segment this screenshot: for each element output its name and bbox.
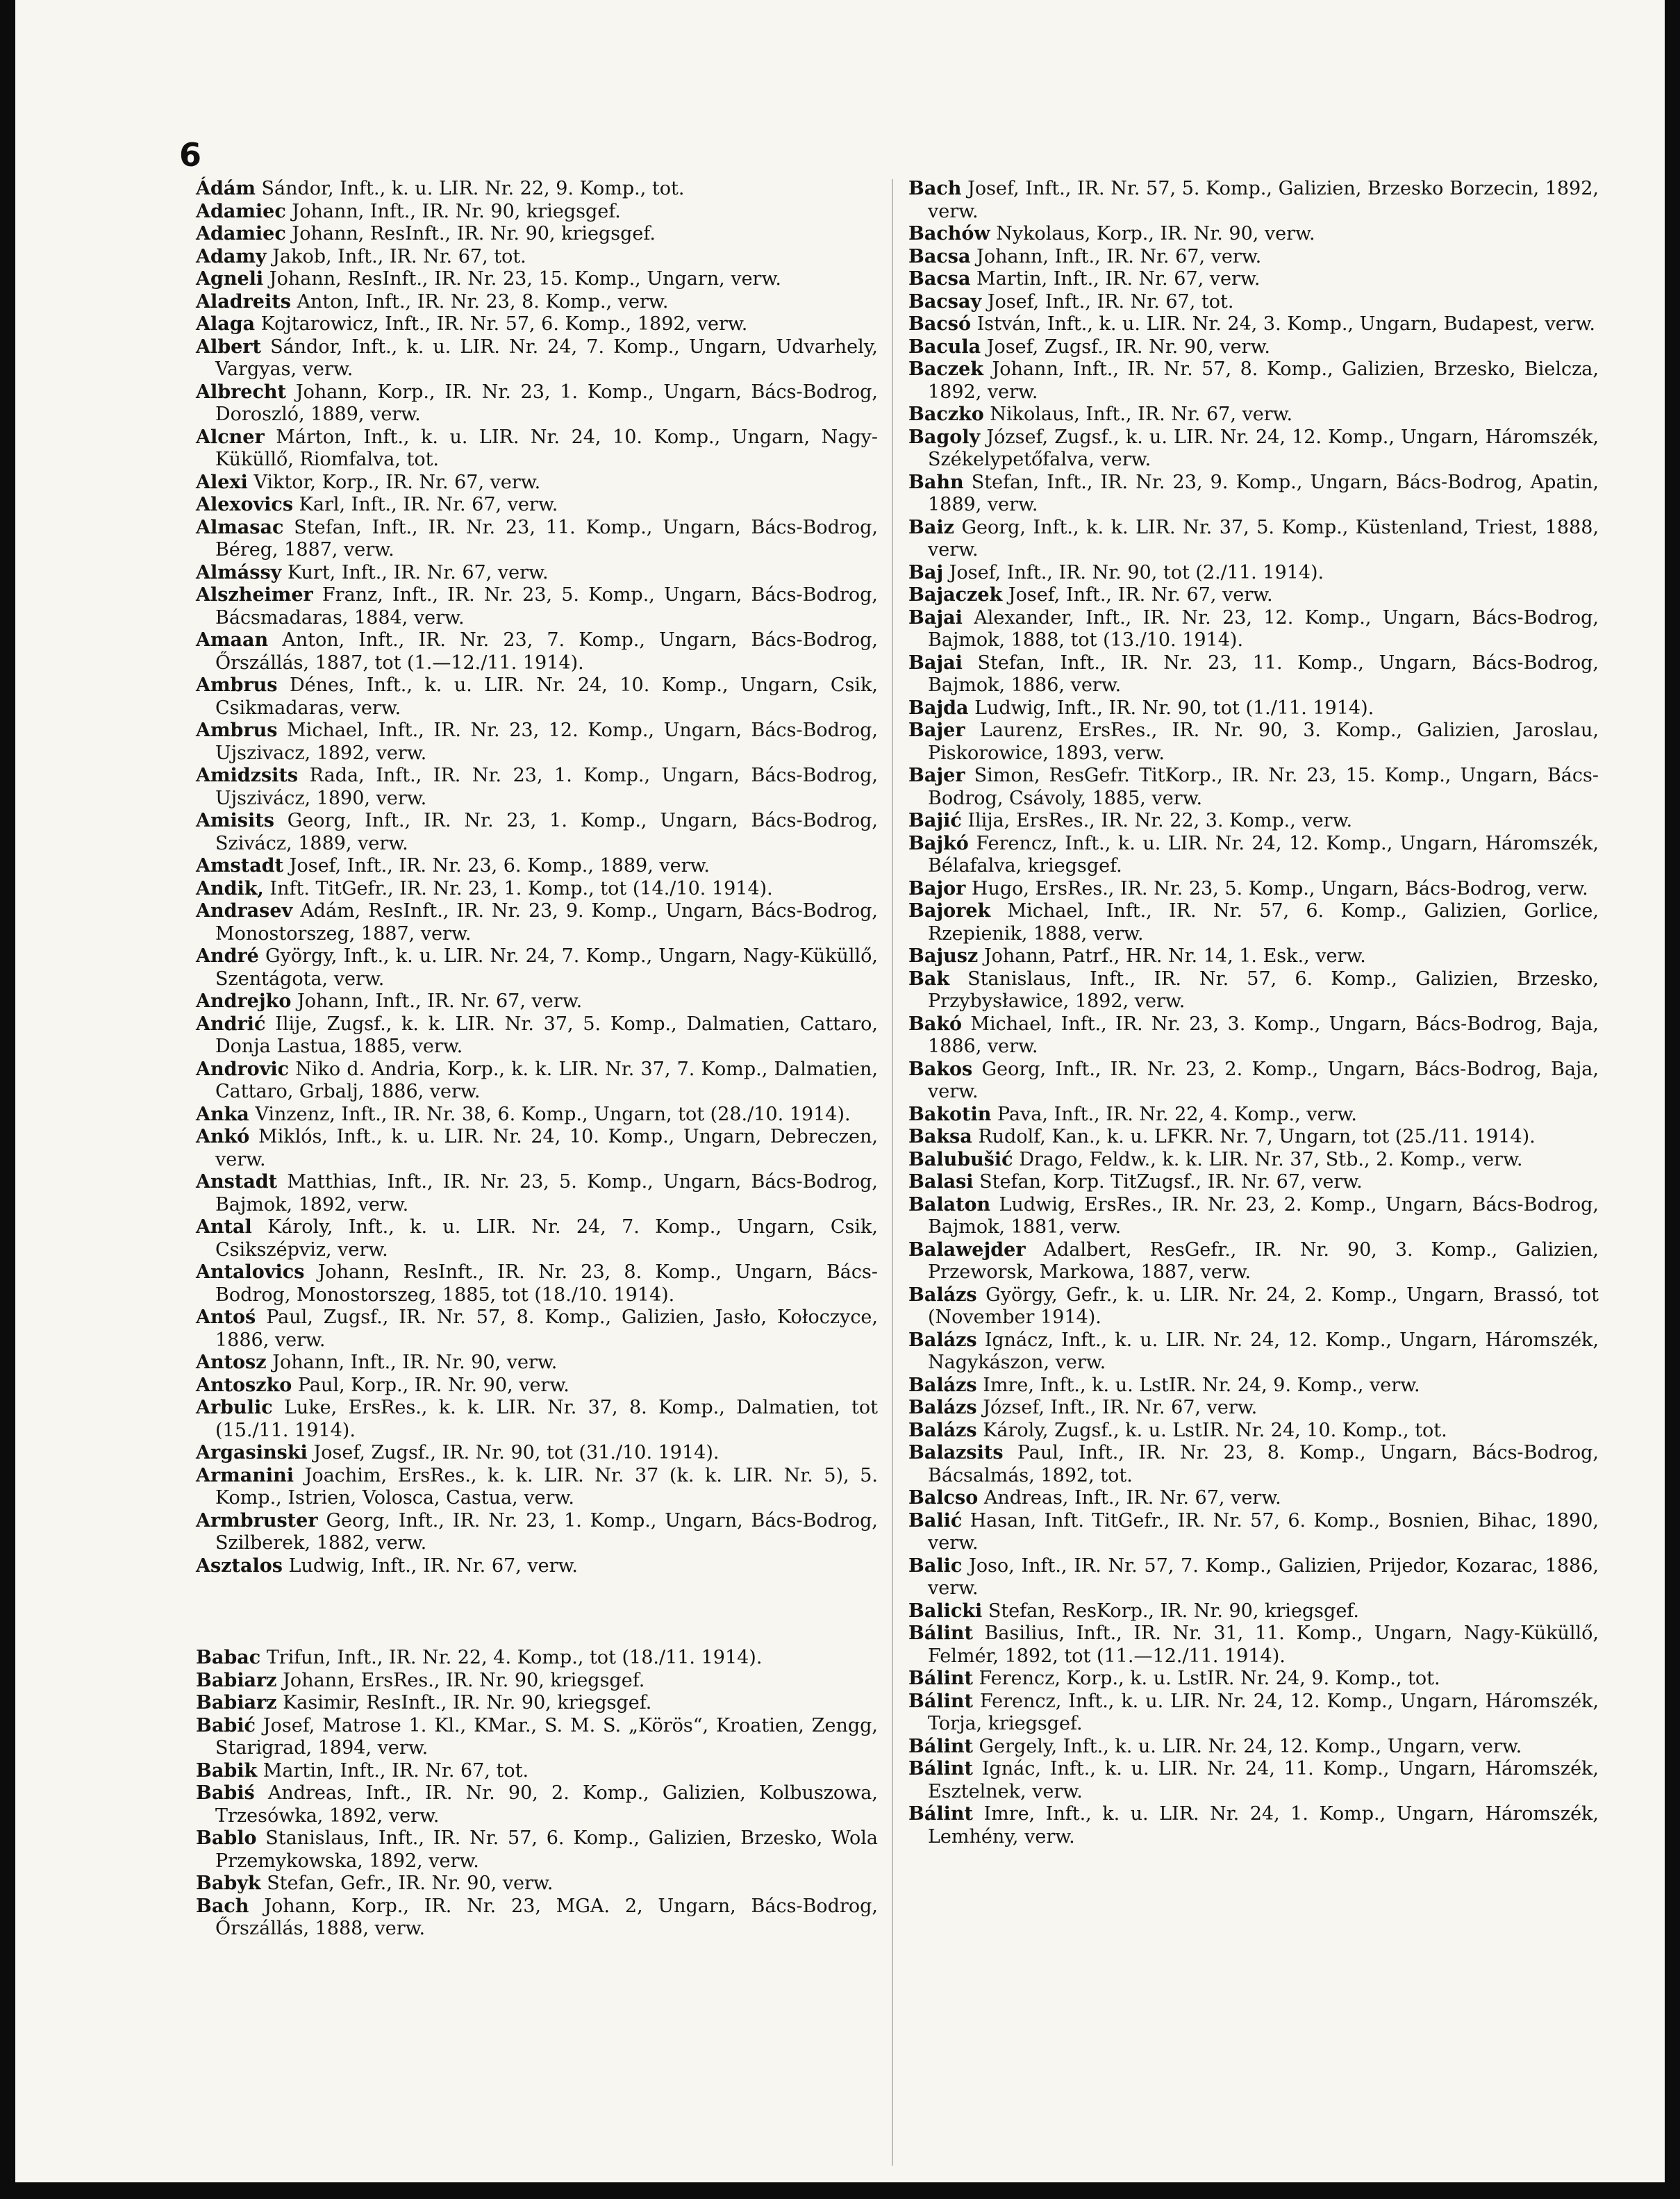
entry-details: Josef, Zugsf., IR. Nr. 90, tot (31./10. 1914). (313, 1442, 720, 1463)
entry-surname: Bach (908, 178, 962, 199)
casualty-entry (908, 652, 1599, 697)
entry-surname: Amisits (196, 810, 274, 831)
entry-details: Niko d. Andria, Korp., k. k. LIR. Nr. 37, 7. Komp., Dalmatien, Cattaro, Grbalj, 1886, verw. (215, 1058, 878, 1102)
casualty-entry (908, 878, 1599, 901)
entry-details: Josef, Inft., IR. Nr. 90, tot (2./11. 1914). (949, 561, 1324, 583)
casualty-entry (196, 1760, 878, 1783)
casualty-entry (196, 336, 878, 381)
entry-surname: Bakotin (908, 1103, 992, 1125)
casualty-entry (196, 720, 878, 765)
entry-details: Stefan, Inft., IR. Nr. 23, 11. Komp., Ungarn, Bács-Bodrog, Bajmok, 1886, verw. (928, 652, 1599, 696)
entry-surname: Bacsa (908, 268, 971, 290)
entry-details: Simon, ResGefr. TitKorp., IR. Nr. 23, 15. Komp., Ungarn, Bács-Bodrog, Csávoly, 1885, verw. (928, 765, 1599, 809)
entry-surname: Baczek (908, 358, 983, 380)
entry-details: Károly, Inft., k. u. LIR. Nr. 24, 7. Komp., Ungarn, Csik, Csikszépviz, verw. (215, 1216, 878, 1261)
casualty-entry (908, 900, 1599, 945)
casualty-entry (908, 313, 1599, 336)
casualty-entry (196, 201, 878, 224)
entry-surname: Baj (908, 561, 944, 583)
entry-surname: Agneli (196, 268, 264, 290)
entry-surname: Asztalos (196, 1554, 283, 1577)
entry-surname: Balázs (908, 1397, 977, 1418)
entry-details: Joachim, ErsRes., k. k. LIR. Nr. 37 (k. k. LIR. Nr. 5), 5. Komp., Istrien, Volosca, Castua, verw. (215, 1464, 878, 1509)
entry-details: Josef, Zugsf., IR. Nr. 90, verw. (986, 335, 1270, 358)
casualty-entry (196, 1375, 878, 1397)
entry-details: Sándor, Inft., k. u. LIR. Nr. 24, 7. Komp., Ungarn, Udvarhely, Vargyas, verw. (215, 335, 878, 380)
casualty-entry (196, 1715, 878, 1760)
casualty-entry (908, 268, 1599, 291)
entry-details: Matthias, Inft., IR. Nr. 23, 5. Komp., Ungarn, Bács-Bodrog, Bajmok, 1892, verw. (215, 1171, 878, 1215)
entry-details: Johann, Inft., IR. Nr. 90, kriegsgef. (292, 200, 621, 222)
casualty-entry (908, 426, 1599, 472)
casualty-entry (908, 1758, 1599, 1803)
entry-surname: Bahn (908, 471, 964, 493)
entry-details: Josef, Matrose 1. Kl., KMar., S. M. S. „Körös“, Kroatien, Zengg, Starigrad, 1894, verw. (215, 1714, 878, 1759)
entry-surname: Bagoly (908, 426, 981, 448)
entry-details: Ludwig, Inft., IR. Nr. 90, tot (1./11. 1914). (974, 697, 1374, 719)
casualty-entry (196, 584, 878, 629)
casualty-entry (908, 720, 1599, 765)
entry-surname: Bajaczek (908, 584, 1003, 606)
entry-details: Johann, Korp., IR. Nr. 23, 1. Komp., Ungarn, Bács-Bodrog, Doroszló, 1889, verw. (215, 381, 878, 425)
entry-surname: Bacsa (908, 245, 971, 267)
entry-surname: Bach (196, 1895, 249, 1917)
casualty-entry (196, 223, 878, 246)
entry-surname: Albrecht (196, 381, 287, 403)
entry-surname: Bajorek (908, 900, 991, 922)
casualty-entry (908, 584, 1599, 607)
casualty-entry (196, 1895, 878, 1941)
entry-details: Ludwig, ErsRes., IR. Nr. 23, 2. Komp., Ungarn, Bács-Bodrog, Bajmok, 1881, verw. (928, 1193, 1599, 1238)
entry-details: Georg, Inft., IR. Nr. 23, 1. Komp., Ungarn, Bács-Bodrog, Szilberek, 1882, verw. (215, 1509, 879, 1554)
entry-surname: Ankó (196, 1126, 250, 1147)
entry-surname: Bajkó (908, 832, 969, 854)
entry-surname: Antoś (196, 1306, 256, 1328)
entry-details: Johann, Patrf., HR. Nr. 14, 1. Esk., verw. (983, 945, 1366, 967)
entry-details: Martin, Inft., IR. Nr. 67, verw. (976, 268, 1261, 290)
casualty-entry (196, 1782, 878, 1827)
entry-surname: Bajić (908, 810, 962, 831)
entry-surname: Bajor (908, 877, 966, 899)
entry-surname: Bajusz (908, 945, 979, 967)
casualty-entry (196, 810, 878, 855)
entry-surname: Bakos (908, 1058, 973, 1080)
entry-details: Miklós, Inft., k. u. LIR. Nr. 24, 10. Komp., Ungarn, Debreczen, verw. (215, 1126, 878, 1170)
casualty-entry (908, 404, 1599, 426)
entry-details: Stefan, Gefr., IR. Nr. 90, verw. (267, 1873, 554, 1894)
entry-details: Johann, ErsRes., IR. Nr. 90, kriegsgef. (283, 1669, 645, 1691)
entry-details: Anton, Inft., IR. Nr. 23, 7. Komp., Ungarn, Bács-Bodrog, Őrszállás, 1887, tot (1.—12./11. 1914). (215, 629, 878, 674)
casualty-entry (908, 607, 1599, 652)
entry-details: Stefan, Inft., IR. Nr. 23, 9. Komp., Ungarn, Bács-Bodrog, Apatin, 1889, verw. (928, 471, 1599, 515)
entry-surname: Alcner (196, 426, 265, 448)
casualty-entry (908, 1555, 1599, 1600)
casualty-entry (908, 358, 1599, 404)
entry-surname: Baczko (908, 404, 984, 425)
entry-surname: Andik, (196, 877, 264, 899)
entry-details: Alexander, Inft., IR. Nr. 23, 12. Komp., Ungarn, Bács-Bodrog, Bajmok, 1888, tot (13./10. 1914). (928, 606, 1599, 651)
entry-details: Ignácz, Inft., k. u. LIR. Nr. 24, 12. Komp., Ungarn, Háromszék, Nagykászon, verw. (928, 1329, 1599, 1373)
entry-details: Sándor, Inft., k. u. LIR. Nr. 22, 9. Komp., tot. (261, 178, 685, 199)
entry-surname: Adamiec (196, 223, 286, 244)
casualty-entry (908, 1013, 1599, 1059)
casualty-entry (196, 472, 878, 495)
casualty-entry (196, 1059, 878, 1104)
entry-details: Viktor, Korp., IR. Nr. 67, verw. (253, 471, 541, 493)
casualty-entry (908, 1329, 1599, 1375)
entry-surname: Ádám (196, 178, 256, 199)
entry-surname: Babić (196, 1714, 256, 1736)
entry-surname: Bálint (908, 1668, 973, 1689)
casualty-entry (908, 1149, 1599, 1172)
entry-surname: Bajer (908, 720, 965, 741)
casualty-entry (908, 1104, 1599, 1127)
entry-details: Trifun, Inft., IR. Nr. 22, 4. Komp., tot (18./11. 1914). (266, 1647, 763, 1668)
casualty-entry (908, 968, 1599, 1013)
entry-surname: Bálint (908, 1623, 973, 1644)
casualty-entry (908, 178, 1599, 223)
entry-surname: Almássy (196, 561, 282, 583)
entry-details: Stanislaus, Inft., IR. Nr. 57, 6. Komp., Galizien, Brzesko, Przybysławice, 1892, verw. (928, 968, 1599, 1012)
entry-details: Johann, Inft., IR. Nr. 67, verw. (976, 245, 1262, 267)
casualty-entry (908, 1194, 1599, 1239)
entry-surname: Arbulic (196, 1397, 273, 1418)
entry-surname: Alszheimer (196, 584, 313, 606)
entry-details: Anton, Inft., IR. Nr. 23, 8. Komp., verw. (297, 290, 669, 313)
casualty-entry (908, 765, 1599, 810)
entry-details: Ferencz, Inft., k. u. LIR. Nr. 24, 12. Komp., Ungarn, Háromszék, Torja, kriegsgef. (928, 1690, 1599, 1734)
entry-surname: Armanini (196, 1464, 294, 1486)
entry-surname: Antal (196, 1216, 252, 1238)
entry-details: Georg, Inft., k. k. LIR. Nr. 37, 5. Komp., Küstenland, Triest, 1888, verw. (928, 516, 1599, 561)
entry-details: Johann, Inft., IR. Nr. 57, 8. Komp., Galizien, Brzesko, Bielcza, 1892, verw. (928, 358, 1599, 403)
casualty-entry (196, 878, 878, 901)
casualty-entry (196, 674, 878, 720)
entry-surname: Ambrus (196, 674, 278, 696)
entry-details: Károly, Zugsf., k. u. LstIR. Nr. 24, 10. Komp., tot. (983, 1419, 1447, 1441)
entry-details: Johann, Korp., IR. Nr. 23, MGA. 2, Ungarn, Bács-Bodrog, Őrszállás, 1888, verw. (215, 1895, 878, 1939)
casualty-entry (908, 1736, 1599, 1759)
entry-details: Basilius, Inft., IR. Nr. 31, 11. Komp., Ungarn, Nagy-Küküllő, Felmér, 1892, tot (11.—12./11. 1914). (928, 1623, 1599, 1667)
entry-details: Kasimir, ResInft., IR. Nr. 90, kriegsgef. (283, 1692, 652, 1713)
entry-details: Josef, Inft., IR. Nr. 23, 6. Komp., 1889, verw. (289, 855, 710, 877)
casualty-entry (908, 223, 1599, 246)
entry-details: György, Inft., k. u. LIR. Nr. 24, 7. Komp., Ungarn, Nagy-Küküllő, Szentágota, verw. (215, 945, 878, 990)
casualty-entry (196, 517, 878, 562)
entry-surname: Baksa (908, 1126, 972, 1147)
casualty-entry (196, 1692, 878, 1715)
casualty-entry (908, 1171, 1599, 1194)
entry-surname: Balazsits (908, 1442, 1004, 1463)
entry-surname: Bálint (908, 1803, 973, 1825)
entry-details: Hasan, Inft. TitGefr., IR. Nr. 57, 6. Komp., Bosnien, Bihac, 1890, verw. (928, 1509, 1599, 1554)
entry-details: Georg, Inft., IR. Nr. 23, 1. Komp., Ungarn, Bács-Bodrog, Szivácz, 1889, verw. (215, 810, 878, 854)
casualty-entry (196, 1397, 878, 1442)
entry-details: Jakob, Inft., IR. Nr. 67, tot. (272, 245, 526, 267)
entry-details: Luke, ErsRes., k. k. LIR. Nr. 37, 8. Komp., Dalmatien, tot (15./11. 1914). (215, 1397, 878, 1441)
entry-details: Johann, ResInft., IR. Nr. 23, 15. Komp., Ungarn, verw. (269, 268, 781, 290)
entry-details: Andreas, Inft., IR. Nr. 67, verw. (983, 1487, 1281, 1509)
casualty-entry (196, 1510, 878, 1555)
entry-surname: Andrić (196, 1013, 266, 1035)
entry-surname: Balubušić (908, 1148, 1013, 1170)
casualty-entry (196, 945, 878, 990)
casualty-entry (196, 1306, 878, 1352)
entry-details: Paul, Inft., IR. Nr. 23, 8. Komp., Ungarn, Bács-Bodrog, Bácsalmás, 1892, tot. (928, 1442, 1599, 1486)
entry-details: Ferencz, Korp., k. u. LstIR. Nr. 24, 9. Komp., tot. (979, 1668, 1440, 1689)
entry-details: Gergely, Inft., k. u. LIR. Nr. 24, 12. Komp., Ungarn, verw. (979, 1735, 1522, 1757)
entry-details: Josef, Inft., IR. Nr. 57, 5. Komp., Galizien, Brzesko Borzecin, 1892, verw. (928, 178, 1599, 222)
entry-surname: Balázs (908, 1329, 977, 1351)
entry-details: Ludwig, Inft., IR. Nr. 67, verw. (288, 1554, 578, 1577)
column-divider (892, 179, 893, 2166)
casualty-entry (196, 1647, 878, 1670)
entry-surname: Alexi (196, 471, 248, 493)
entry-surname: Adamy (196, 245, 267, 267)
entry-details: Rudolf, Kan., k. u. LFKR. Nr. 7, Ungarn, tot (25./11. 1914). (978, 1126, 1536, 1147)
casualty-entry (196, 291, 878, 314)
entry-details: Nykolaus, Korp., IR. Nr. 90, verw. (996, 223, 1315, 244)
casualty-entry (908, 472, 1599, 517)
entry-details: Andreas, Inft., IR. Nr. 90, 2. Komp., Galizien, Kolbuszowa, Trzesówka, 1892, verw. (215, 1782, 878, 1827)
casualty-entry (196, 1104, 878, 1127)
entry-surname: Bacsay (908, 290, 982, 313)
entry-surname: Balicki (908, 1600, 983, 1622)
casualty-entry (196, 178, 878, 201)
entry-surname: Bajai (908, 606, 963, 629)
entry-details: Hugo, ErsRes., IR. Nr. 23, 5. Komp., Ungarn, Bács-Bodrog, verw. (971, 877, 1588, 899)
entry-surname: André (196, 945, 259, 967)
entry-details: Georg, Inft., IR. Nr. 23, 2. Komp., Ungarn, Bács-Bodrog, Baja, verw. (928, 1058, 1599, 1102)
entry-surname: Bak (908, 968, 950, 990)
casualty-entry (908, 810, 1599, 833)
entry-surname: Adamiec (196, 200, 286, 222)
entry-details: Michael, Inft., IR. Nr. 23, 12. Komp., Ungarn, Bács-Bodrog, Ujszivacz, 1892, verw. (215, 720, 878, 764)
casualty-entry (908, 291, 1599, 314)
entry-surname: Balázs (908, 1374, 977, 1396)
entry-surname: Baiz (908, 516, 954, 538)
casualty-entry (196, 765, 878, 810)
casualty-entry (196, 1352, 878, 1375)
entry-surname: Amidzsits (196, 765, 299, 786)
entry-surname: Bakó (908, 1013, 963, 1035)
entry-details: Stefan, ResKorp., IR. Nr. 90, kriegsgef. (988, 1600, 1359, 1622)
entry-surname: Andrasev (196, 900, 293, 922)
casualty-entry (908, 1442, 1599, 1487)
entry-details: Ilija, ErsRes., IR. Nr. 22, 3. Komp., verw. (967, 810, 1353, 831)
right-column (908, 178, 1599, 1848)
casualty-entry (908, 246, 1599, 269)
casualty-entry (196, 1442, 878, 1465)
entry-details: Vinzenz, Inft., IR. Nr. 38, 6. Komp., Ungarn, tot (28./10. 1914). (255, 1103, 851, 1125)
entry-details: Rada, Inft., IR. Nr. 23, 1. Komp., Ungarn, Bács-Bodrog, Ujszivácz, 1890, verw. (215, 765, 878, 809)
casualty-entry (196, 426, 878, 472)
entry-details: József, Inft., IR. Nr. 67, verw. (983, 1397, 1258, 1418)
entry-surname: Ambrus (196, 720, 278, 741)
entry-details: Karl, Inft., IR. Nr. 67, verw. (299, 494, 558, 515)
entry-details: Johann, Inft., IR. Nr. 67, verw. (297, 990, 583, 1012)
casualty-entry (908, 1284, 1599, 1329)
entry-details: Adalbert, ResGefr., IR. Nr. 90, 3. Komp., Galizien, Przeworsk, Markowa, 1887, verw. (928, 1238, 1599, 1283)
casualty-entry (908, 1600, 1599, 1623)
casualty-entry (908, 1691, 1599, 1736)
entry-details: Josef, Inft., IR. Nr. 67, tot. (987, 290, 1234, 313)
casualty-entry (196, 1670, 878, 1693)
entry-details: Johann, Inft., IR. Nr. 90, verw. (272, 1352, 558, 1373)
casualty-entry (196, 629, 878, 674)
entry-surname: Bacsó (908, 313, 971, 335)
entry-surname: Bajer (908, 765, 965, 786)
entry-surname: Babac (196, 1647, 261, 1668)
entry-surname: Anka (196, 1103, 249, 1125)
casualty-entry (196, 855, 878, 878)
entry-surname: Armbruster (196, 1509, 318, 1532)
left-column (196, 178, 878, 1941)
entry-surname: Balázs (908, 1419, 977, 1441)
entry-surname: Bajda (908, 697, 969, 719)
entry-surname: Babiś (196, 1782, 255, 1804)
casualty-entry (196, 1261, 878, 1306)
entry-details: József, Zugsf., k. u. LIR. Nr. 24, 12. Komp., Ungarn, Háromszék, Székelypetőfalva, verw. (928, 426, 1599, 470)
entry-surname: Argasinski (196, 1442, 308, 1463)
casualty-entry (196, 1171, 878, 1216)
entry-surname: Balic (908, 1554, 963, 1577)
entry-details: Imre, Inft., k. u. LIR. Nr. 24, 1. Komp., Ungarn, Háromszék, Lemhény, verw. (928, 1803, 1599, 1848)
casualty-entry (196, 1126, 878, 1171)
casualty-entry (908, 1059, 1599, 1104)
entry-surname: Aladreits (196, 290, 291, 313)
entry-details: Martin, Inft., IR. Nr. 67, tot. (263, 1759, 529, 1782)
entry-details: Pava, Inft., IR. Nr. 22, 4. Komp., verw. (997, 1103, 1357, 1125)
entry-details: Laurenz, ErsRes., IR. Nr. 90, 3. Komp., Galizien, Jaroslau, Piskorowice, 1893, verw. (928, 720, 1599, 764)
entry-details: Kurt, Inft., IR. Nr. 67, verw. (287, 561, 549, 583)
entry-details: György, Gefr., k. u. LIR. Nr. 24, 2. Komp., Ungarn, Brassó, tot (November 1914). (928, 1284, 1599, 1328)
casualty-entry (908, 1420, 1599, 1443)
entry-details: Ferencz, Inft., k. u. LIR. Nr. 24, 12. Komp., Ungarn, Háromszék, Bélafalva, kriegsgef. (928, 832, 1599, 877)
casualty-entry (908, 336, 1599, 359)
entry-surname: Balázs (908, 1284, 977, 1306)
casualty-entry (908, 1487, 1599, 1510)
entry-surname: Bacula (908, 335, 981, 358)
entry-details: Nikolaus, Inft., IR. Nr. 67, verw. (990, 404, 1293, 425)
casualty-entry (908, 562, 1599, 585)
entry-surname: Antoszko (196, 1374, 292, 1396)
entry-surname: Alexovics (196, 494, 294, 515)
casualty-entry (196, 494, 878, 517)
casualty-entry (196, 990, 878, 1013)
casualty-entry (908, 1668, 1599, 1691)
section-gap (196, 1577, 878, 1647)
casualty-entry (908, 517, 1599, 562)
entry-surname: Babiarz (196, 1669, 277, 1691)
entry-surname: Amstadt (196, 855, 284, 877)
casualty-entry (196, 268, 878, 291)
entry-surname: Babik (196, 1759, 258, 1782)
casualty-entry (196, 246, 878, 269)
entry-surname: Balić (908, 1509, 963, 1532)
casualty-entry (908, 1239, 1599, 1284)
entry-surname: Androvic (196, 1058, 290, 1080)
entry-details: Ilije, Zugsf., k. k. LIR. Nr. 37, 5. Komp., Dalmatien, Cattaro, Donja Lastua, 1885, verw. (215, 1013, 878, 1057)
entry-surname: Bálint (908, 1735, 973, 1757)
casualty-entry (908, 1623, 1599, 1668)
casualty-entry (196, 1465, 878, 1510)
casualty-entry (908, 1397, 1599, 1420)
entry-details: Ignác, Inft., k. u. LIR. Nr. 24, 11. Komp., Ungarn, Háromszék, Esztelnek, verw. (928, 1758, 1599, 1802)
entry-details: Michael, Inft., IR. Nr. 23, 3. Komp., Ungarn, Bács-Bodrog, Baja, 1886, verw. (928, 1013, 1599, 1057)
entry-surname: Anstadt (196, 1171, 278, 1193)
entry-details: Paul, Zugsf., IR. Nr. 57, 8. Komp., Galizien, Jasło, Kołoczyce, 1886, verw. (215, 1306, 878, 1351)
casualty-entry (196, 313, 878, 336)
entry-surname: Andrejko (196, 990, 292, 1012)
entry-surname: Balaton (908, 1193, 991, 1215)
entry-surname: Bablo (196, 1827, 257, 1849)
entry-details: Michael, Inft., IR. Nr. 57, 6. Komp., Galizien, Gorlice, Rzepienik, 1888, verw. (928, 900, 1599, 945)
entry-details: Johann, ResInft., IR. Nr. 90, kriegsgef. (292, 223, 656, 244)
casualty-entry (196, 1827, 878, 1873)
casualty-entry (908, 1126, 1599, 1149)
entry-details: Inft. TitGefr., IR. Nr. 23, 1. Komp., tot (14./10. 1914). (269, 877, 773, 899)
casualty-entry (196, 381, 878, 426)
casualty-entry (908, 945, 1599, 968)
entry-surname: Bálint (908, 1690, 973, 1712)
entry-surname: Antosz (196, 1352, 267, 1373)
entry-surname: Babyk (196, 1873, 261, 1894)
casualty-entry (908, 697, 1599, 720)
entry-details: Márton, Inft., k. u. LIR. Nr. 24, 10. Komp., Ungarn, Nagy-Küküllő, Riomfalva, tot. (215, 426, 878, 470)
entry-details: Kojtarowicz, Inft., IR. Nr. 57, 6. Komp., 1892, verw. (260, 313, 748, 335)
entry-details: Imre, Inft., k. u. LstIR. Nr. 24, 9. Komp., verw. (983, 1374, 1420, 1396)
casualty-entry (908, 1803, 1599, 1848)
entry-surname: Antalovics (196, 1261, 305, 1283)
entry-details: Franz, Inft., IR. Nr. 23, 5. Komp., Ungarn, Bács-Bodrog, Bácsmadaras, 1884, verw. (215, 584, 878, 629)
entry-surname: Almasac (196, 516, 284, 538)
entry-details: Josef, Inft., IR. Nr. 67, verw. (1008, 584, 1273, 606)
entry-details: Stefan, Korp. TitZugsf., IR. Nr. 67, verw. (979, 1171, 1363, 1193)
entry-surname: Bachów (908, 223, 990, 244)
entry-details: Joso, Inft., IR. Nr. 57, 7. Komp., Galizien, Prijedor, Kozarac, 1886, verw. (928, 1554, 1599, 1599)
entry-details: Drago, Feldw., k. k. LIR. Nr. 37, Stb., 2. Komp., verw. (1019, 1148, 1523, 1170)
casualty-entry (908, 833, 1599, 878)
entry-surname: Amaan (196, 629, 269, 651)
entry-details: Johann, ResInft., IR. Nr. 23, 8. Komp., Ungarn, Bács-Bodrog, Monostorszeg, 1885, tot (18./10. 1914). (215, 1261, 878, 1306)
entry-details: Dénes, Inft., k. u. LIR. Nr. 24, 10. Komp., Ungarn, Csik, Csikmadaras, verw. (215, 674, 878, 719)
entry-surname: Babiarz (196, 1692, 277, 1713)
entry-details: Adám, ResInft., IR. Nr. 23, 9. Komp., Ungarn, Bács-Bodrog, Monostorszeg, 1887, verw. (215, 900, 878, 945)
entry-details: Paul, Korp., IR. Nr. 90, verw. (297, 1374, 569, 1396)
entry-details: Stanislaus, Inft., IR. Nr. 57, 6. Komp., Galizien, Brzesko, Wola Przemykowska, 1892, verw. (215, 1827, 878, 1872)
entry-surname: Alaga (196, 313, 256, 335)
casualty-entry (196, 1555, 878, 1578)
entry-surname: Bálint (908, 1758, 973, 1779)
casualty-entry (196, 562, 878, 585)
casualty-entry (908, 1510, 1599, 1555)
casualty-entry (196, 1873, 878, 1895)
casualty-entry (196, 1013, 878, 1059)
page-number: 6 (179, 136, 202, 174)
entry-surname: Bajai (908, 652, 963, 674)
entry-surname: Balasi (908, 1171, 974, 1193)
entry-surname: Albert (196, 335, 261, 358)
entry-details: István, Inft., k. u. LIR. Nr. 24, 3. Komp., Ungarn, Budapest, verw. (976, 313, 1595, 335)
casualty-entry (908, 1375, 1599, 1397)
entry-surname: Balawejder (908, 1238, 1026, 1261)
entry-details: Stefan, Inft., IR. Nr. 23, 11. Komp., Ungarn, Bács-Bodrog, Béreg, 1887, verw. (215, 516, 878, 561)
casualty-entry (196, 1216, 878, 1261)
entry-surname: Balcso (908, 1487, 979, 1509)
casualty-entry (196, 900, 878, 945)
